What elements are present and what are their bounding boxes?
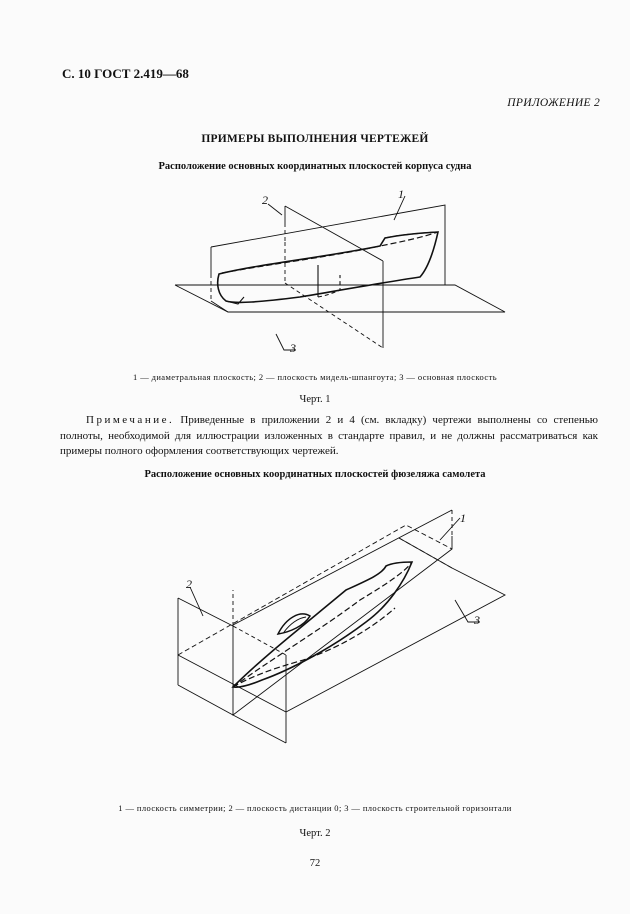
fig2-label-1: 1 [460, 511, 466, 525]
fig2-label-2: 2 [186, 577, 192, 591]
fig1-label-1: 1 [398, 187, 404, 201]
figure1-drawing [0, 180, 630, 380]
appendix-label: ПРИЛОЖЕНИЕ 2 [507, 97, 600, 109]
diametral-plane [211, 205, 445, 281]
figure2-legend: 1 — плоскость симметрии; 2 — плоскость дистанции 0; 3 — плоскость строительной горизонтали [118, 803, 512, 813]
fig1-label-3: 3 [290, 341, 296, 355]
figure1-legend: 1 — диаметральная плоскость; 2 — плоскость мидель-шпангоута; 3 — основная плоскость [133, 372, 497, 382]
figure2-subtitle: Расположение основных координатных плоскостей фюзеляжа самолета [144, 469, 486, 480]
figure2-caption: Черт. 2 [299, 828, 331, 839]
page-header: С. 10 ГОСТ 2.419—68 [62, 66, 189, 81]
fig1-label-2: 2 [262, 193, 268, 207]
distance-plane [178, 598, 233, 626]
figure2-drawing [0, 490, 630, 790]
note-lead: Примечание. [86, 414, 175, 426]
fig2-label-3: 3 [474, 613, 480, 627]
page-title: ПРИМЕРЫ ВЫПОЛНЕНИЯ ЧЕРТЕЖЕЙ [201, 133, 429, 145]
symmetry-plane [233, 536, 452, 715]
note-text: Приведенные в приложении 2 и 4 (см. вкладку) чертежи выполнены со степенью полноты, необходимой для иллюстрации изложенных в стандарте правил, и не должны рассматриваться как примеры полного оформления соответствующих чертежей. [60, 414, 598, 457]
page-number: 72 [309, 858, 321, 869]
note-paragraph [60, 413, 598, 460]
figure1-caption: Черт. 1 [299, 394, 331, 405]
horizontal-plane [178, 538, 505, 712]
figure1-subtitle: Расположение основных координатных плоскостей корпуса судна [158, 161, 472, 172]
ship-hull [218, 232, 438, 302]
